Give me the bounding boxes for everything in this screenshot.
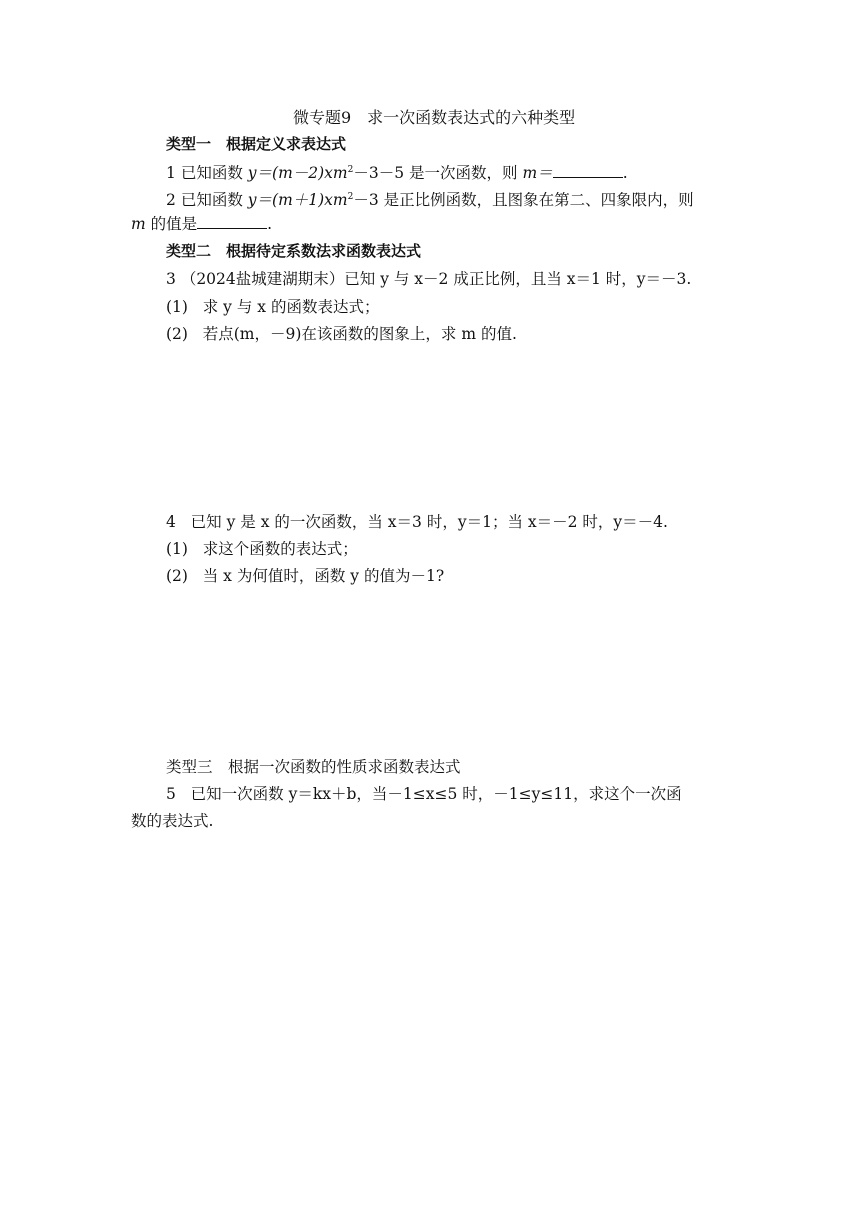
- question-3: [166, 268, 691, 290]
- question-4-stem: 已知 y 是 x 的一次函数，当 x＝3 时，y＝1；当 x＝－2 时，y＝－4.: [190, 513, 668, 531]
- question-4-part-1-label: (1): [166, 540, 188, 558]
- question-2-stem-a: 已知函数: [180, 191, 243, 209]
- question-1-stem-b: 是一次函数，则: [409, 164, 518, 182]
- question-2-function: y＝(m＋1)xm: [247, 191, 348, 209]
- question-2-number: 2: [166, 191, 176, 209]
- question-2-line-2: [131, 213, 272, 235]
- question-5-number: 5: [166, 785, 176, 803]
- question-3-stem: 已知 y 与 x－2 成正比例，且当 x＝1 时，y＝－3.: [344, 270, 692, 288]
- question-2-answer-blank[interactable]: [197, 213, 267, 229]
- question-2-exponent: 2: [347, 192, 354, 202]
- question-3-part-1-label: (1): [166, 298, 188, 316]
- question-4-number: 4: [166, 513, 176, 531]
- question-5-line-2: 数的表达式.: [131, 812, 214, 830]
- question-4-part-1-text: 求这个函数的表达式；: [202, 540, 358, 558]
- question-1-answer-blank[interactable]: [553, 162, 623, 178]
- question-2-line-1: [166, 186, 694, 211]
- question-1-exponent: 2: [347, 165, 354, 175]
- question-1-function: y＝(m－2)xm: [247, 164, 348, 182]
- question-2-stem-b: 是正比例函数，且图象在第二、四象限内，则: [383, 191, 694, 209]
- question-1-number: 1: [166, 164, 176, 182]
- question-3-part-1: [166, 296, 379, 318]
- page-title: 微专题9 求一次函数表达式的六种类型: [293, 108, 576, 127]
- question-3-part-2-text: 若点(m，－9)在该函数的图象上，求 m 的值.: [202, 325, 517, 343]
- question-1-function-tail: －3－5: [353, 164, 405, 182]
- question-4: [166, 511, 668, 533]
- question-3-part-2-label: (2): [166, 325, 188, 343]
- question-2-variable: m: [131, 215, 146, 233]
- question-4-part-1: [166, 538, 358, 560]
- section-heading-type-2: 类型二 根据待定系数法求函数表达式: [166, 242, 422, 260]
- question-4-part-2: [166, 565, 444, 587]
- question-5-text-1: 已知一次函数 y＝kx＋b，当－1≤x≤5 时，－1≤y≤11，求这个一次函: [190, 785, 682, 803]
- question-4-part-2-label: (2): [166, 567, 188, 585]
- question-1-end: .: [622, 164, 628, 182]
- question-1: [166, 159, 628, 184]
- question-1-stem-a: 已知函数: [180, 164, 243, 182]
- section-heading-type-3: 类型三 根据一次函数的性质求函数表达式: [166, 758, 461, 776]
- section-heading-type-1: 类型一 根据定义求表达式: [166, 135, 347, 153]
- question-5-line-1: [166, 783, 682, 805]
- question-3-part-1-text: 求 y 与 x 的函数表达式；: [202, 298, 380, 316]
- question-2-line-2-text: 的值是: [150, 215, 198, 233]
- question-4-part-2-text: 当 x 为何值时，函数 y 的值为－1?: [202, 567, 445, 585]
- question-3-number: 3: [166, 270, 176, 288]
- question-3-part-2: [166, 323, 517, 345]
- question-1-variable: m＝: [522, 164, 553, 182]
- question-2-function-tail: －3: [353, 191, 379, 209]
- question-2-end: .: [267, 215, 273, 233]
- question-3-source: （2024盐城建湖期末）: [180, 270, 345, 288]
